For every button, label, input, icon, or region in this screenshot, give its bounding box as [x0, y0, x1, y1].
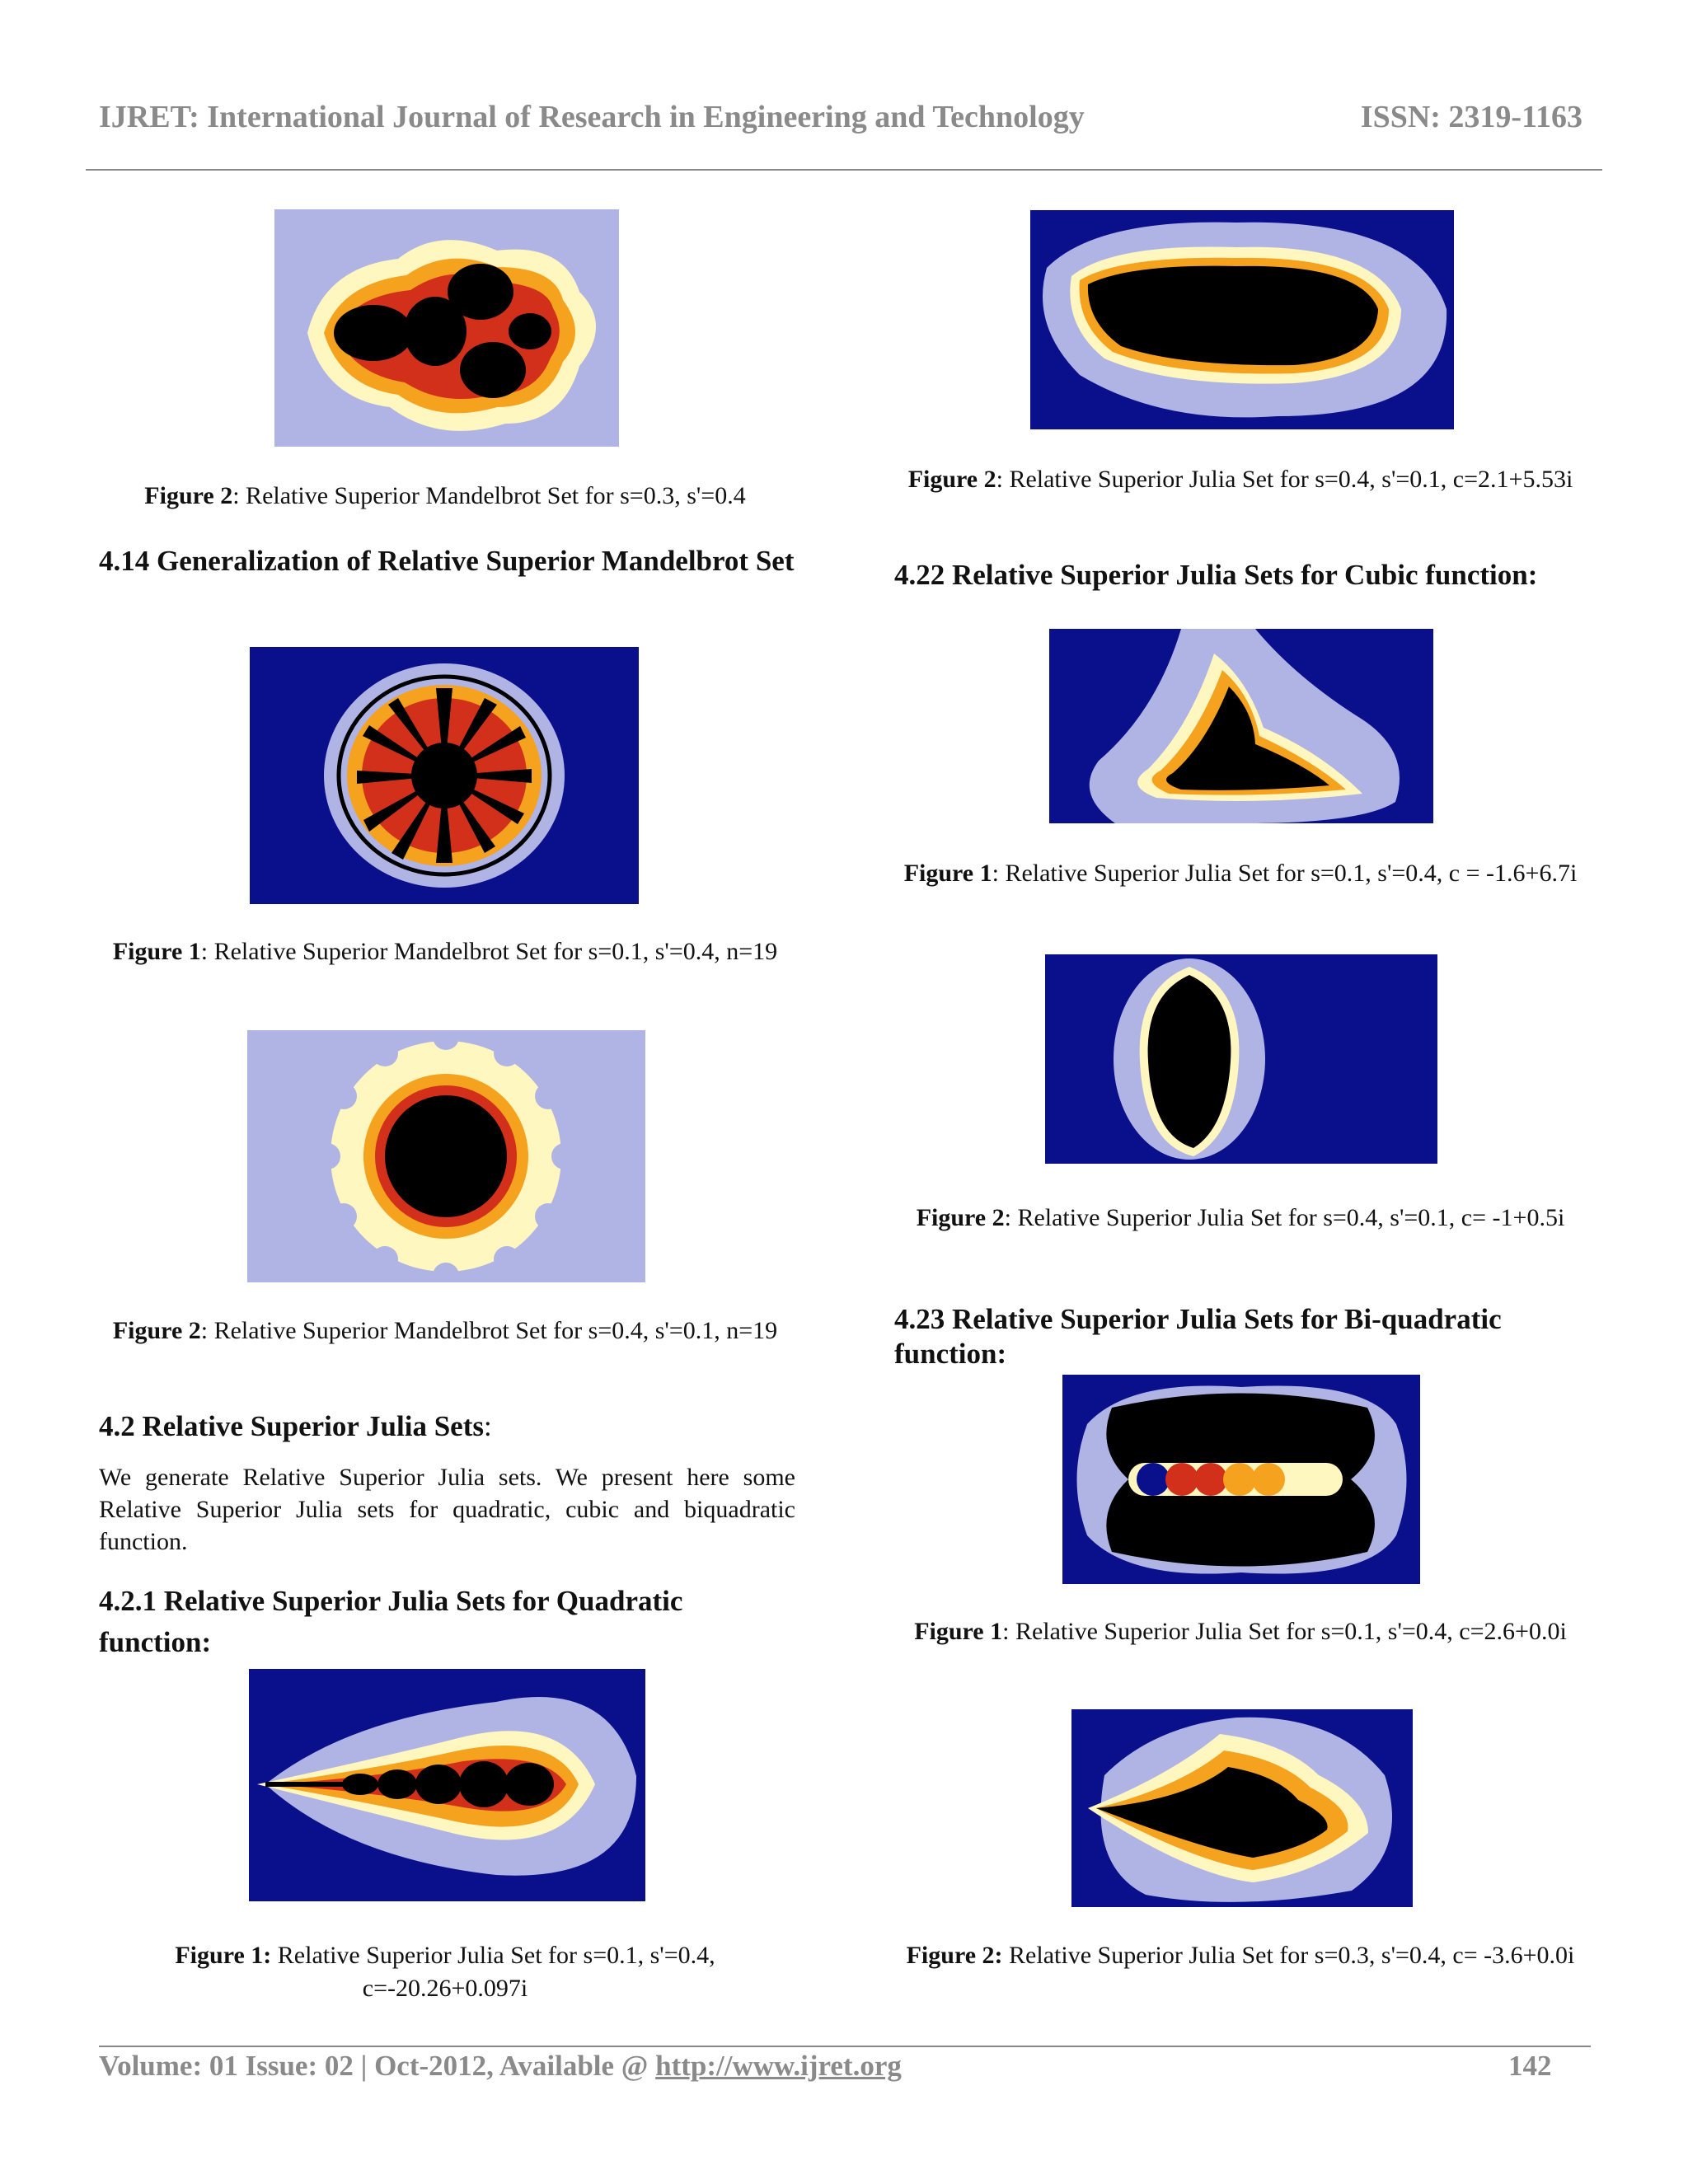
section-heading-4-2-1: 4.2.1 Relative Superior Julia Sets for Quadratic function: [99, 1585, 683, 1658]
section-heading-text: 4.2 Relative Superior Julia Sets [99, 1410, 484, 1442]
section-heading-4-23: 4.23 Relative Superior Julia Sets for Bi-quadratic function: [894, 1303, 1502, 1370]
caption-julia-biquadratic-1 [894, 1615, 1587, 1648]
caption-label: Figure 2 [112, 1317, 201, 1344]
caption-text: : Relative Superior Mandelbrot Set for s=0.3, s'=0.4 [232, 482, 746, 509]
caption-text: : Relative Superior Julia Set for s=0.1, s'=0.4, c = -1.6+6.7i [992, 860, 1578, 887]
caption-label: Figure 2 [907, 466, 996, 493]
section-heading-4-14: 4.14 Generalization of Relative Superior Mandelbrot Set [99, 545, 795, 577]
footer-journal-link[interactable]: http://www.ijret.org [655, 2050, 902, 2082]
page-number: 142 [1508, 2050, 1552, 2082]
caption-text: : Relative Superior Mandelbrot Set for s=0.4, s'=0.1, n=19 [200, 1317, 778, 1344]
section-heading-4-22: 4.22 Relative Superior Julia Sets for Cubic function: [894, 559, 1538, 591]
issn: ISSN: 2319-1163 [1360, 100, 1582, 134]
caption-mandelbrot-n19-s04 [99, 1315, 791, 1347]
section-heading-colon: : [483, 1410, 492, 1442]
figure-julia-biquadratic-1 [1062, 1375, 1420, 1584]
caption-julia-quadratic [99, 1939, 791, 2005]
paragraph-4-2: We generate Relative Superior Julia sets. We present here some Relative Superior Julia sets for quadratic, cubic and biquadratic function. [99, 1464, 795, 1555]
caption-label: Figure 1 [903, 860, 992, 887]
caption-text: Relative Superior Julia Set for s=0.3, s'=0.4, c= -3.6+0.0i [1002, 1942, 1575, 1969]
caption-mandelbrot-n19-s01 [99, 935, 791, 968]
caption-label: Figure 1 [112, 938, 201, 965]
caption-text: : Relative Superior Mandelbrot Set for s=0.1, s'=0.4, n=19 [200, 938, 778, 965]
figure-julia-biquadratic-2 [1071, 1709, 1413, 1907]
caption-text: : Relative Superior Julia Set for s=0.4, s'=0.1, c= -1+0.5i [1004, 1204, 1565, 1231]
caption-label: Figure 2: [906, 1942, 1003, 1969]
footer-volume-text: Volume: 01 Issue: 02 | Oct-2012, Available @ [99, 2050, 656, 2082]
caption-label: Figure 2 [916, 1204, 1005, 1231]
caption-mandelbrot-s03 [99, 480, 791, 513]
figure-julia-quadratic [249, 1669, 645, 1901]
caption-julia-cubic-2 [894, 1202, 1587, 1235]
figure-mandelbrot-n19-s01 [250, 647, 639, 904]
footer-rule [99, 2046, 1591, 2047]
figure-julia-top [1030, 210, 1454, 429]
figure-mandelbrot-n19-s04 [247, 1030, 645, 1282]
caption-label: Figure 1: [175, 1942, 272, 1969]
caption-julia-cubic-1 [894, 857, 1587, 890]
caption-text: : Relative Superior Julia Set for s=0.1, s'=0.4, c=2.6+0.0i [1002, 1618, 1567, 1645]
section-heading-4-2 [99, 1401, 799, 1452]
journal-title: IJRET: International Journal of Research in Engineering and Technology [99, 100, 1085, 134]
caption-julia-top [894, 463, 1587, 496]
caption-text: : Relative Superior Julia Set for s=0.4, s'=0.1, c=2.1+5.53i [996, 466, 1573, 493]
caption-text: Relative Superior Julia Set for s=0.1, s'=0.4, c=-20.26+0.097i [271, 1942, 715, 2002]
figure-julia-cubic-2 [1045, 954, 1437, 1164]
figure-mandelbrot-s03 [274, 209, 619, 447]
footer-volume [99, 2050, 902, 2083]
caption-label: Figure 2 [144, 482, 233, 509]
header-rule [86, 169, 1602, 171]
caption-label: Figure 1 [914, 1618, 1003, 1645]
figure-julia-cubic-1 [1049, 629, 1433, 823]
caption-julia-biquadratic-2 [894, 1939, 1587, 1972]
